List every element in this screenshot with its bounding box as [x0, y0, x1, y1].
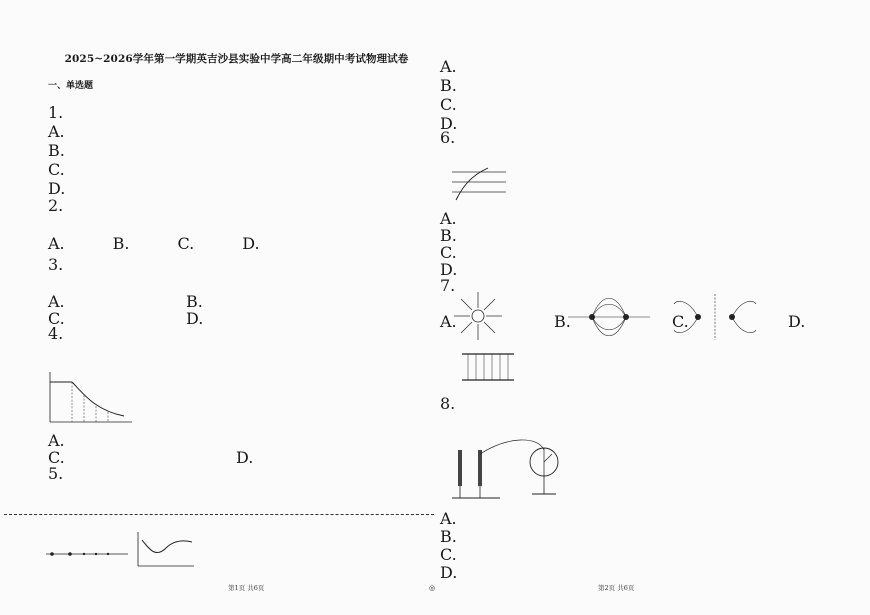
exam-title: 2025~2026学年第一学期英吉沙县实验中学高二年级期中考试物理试卷	[64, 53, 409, 65]
q8-option-d: D.	[440, 563, 458, 582]
footer-right: 第2页 共6页	[598, 584, 635, 592]
q1-option-d: D.	[48, 179, 66, 198]
q4-option-c: C.	[48, 448, 65, 467]
q4-option-d: D.	[236, 448, 254, 467]
question-3-number: 3.	[48, 255, 64, 274]
question-7-number: 7.	[440, 276, 456, 295]
q8-option-b: B.	[440, 527, 457, 546]
q8-option-a: A.	[440, 509, 457, 528]
q2-option-a: A.	[48, 234, 65, 253]
q4-potential-graph-figure	[44, 370, 136, 428]
q2-options	[48, 234, 260, 253]
q5-option-d: D.	[440, 114, 458, 133]
question-1-number: 1.	[48, 103, 64, 122]
q8-electroscope-apparatus-figure	[448, 432, 588, 504]
question-1	[48, 103, 63, 122]
q7-figure-a	[452, 290, 504, 342]
q7-option-c: C.	[672, 312, 689, 331]
q6-option-a: A.	[440, 209, 457, 228]
q7-figure-b	[566, 290, 652, 344]
q1-option-a: A.	[48, 122, 65, 141]
footer-left: 第1页 共6页	[228, 584, 265, 592]
q2-option-d: D.	[242, 234, 260, 253]
q3-option-d: D.	[186, 309, 204, 328]
center-mark: ◎	[429, 584, 436, 592]
question-4-number: 4.	[48, 324, 64, 343]
q8-option-c: C.	[440, 545, 457, 564]
q6-field-lines-figure	[448, 164, 510, 204]
q7-option-b: B.	[554, 312, 571, 331]
q3-option-c: C.	[48, 309, 65, 328]
q7-option-d: D.	[788, 312, 806, 331]
q6-option-c: C.	[440, 243, 457, 262]
q2-option-b: B.	[112, 234, 130, 253]
q5-figure-a	[44, 530, 130, 572]
question-2-number: 2.	[48, 196, 64, 215]
question-6-number: 6.	[440, 128, 456, 147]
q5-figure-b	[132, 528, 198, 572]
q2-option-c: C.	[177, 234, 195, 253]
q1-option-b: B.	[48, 141, 65, 160]
q3-option-b: B.	[186, 292, 203, 311]
q5-option-b: B.	[440, 76, 457, 95]
q5-option-a: A.	[440, 57, 457, 76]
q6-option-b: B.	[440, 226, 457, 245]
section-heading: 一、单选题	[48, 81, 94, 91]
q7-option-a: A.	[440, 312, 457, 331]
question-8-number: 8.	[440, 394, 456, 413]
page-divider-dashed-line	[4, 514, 434, 515]
q1-option-c: C.	[48, 160, 65, 179]
q3-option-a: A.	[48, 292, 65, 311]
q7-figure-d-plates	[452, 344, 524, 390]
q4-option-a: A.	[48, 431, 65, 450]
question-5-number: 5.	[48, 464, 64, 483]
q6-option-d: D.	[440, 260, 458, 279]
q5-option-c: C.	[440, 95, 457, 114]
